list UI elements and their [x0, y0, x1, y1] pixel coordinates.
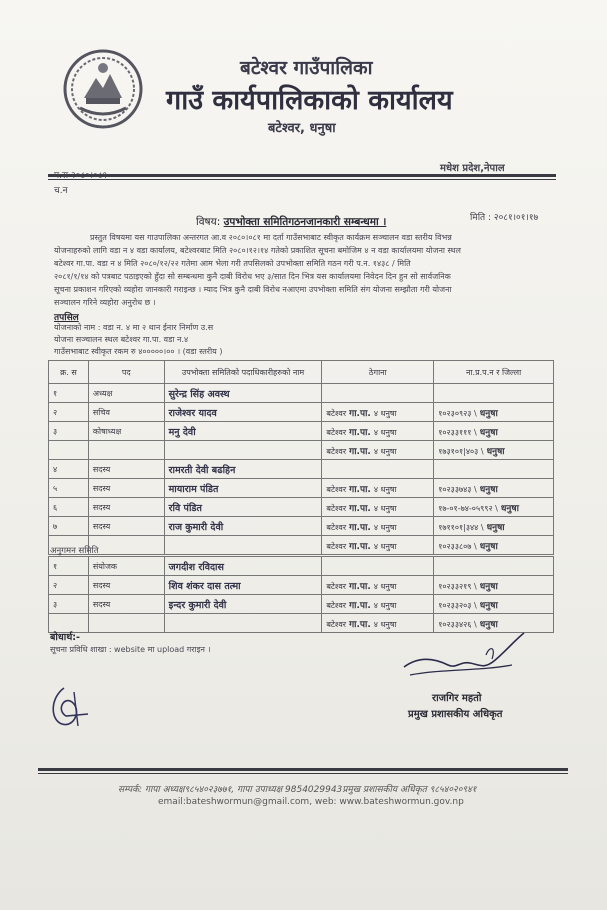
project-location: योजना सञ्चालन स्थल बटेश्वर गा.पा. वडा न.४	[54, 335, 189, 344]
address-part: बटेश्वर	[326, 600, 347, 610]
col-header-sn: क्र. स	[49, 361, 89, 384]
cell-citizenship	[434, 517, 554, 536]
cell-citizenship	[434, 498, 554, 517]
district-name: धनुषा	[479, 619, 498, 630]
cell-post: सचिव	[88, 403, 164, 422]
district-name: धनुषा	[486, 446, 505, 457]
cell-name: राज कुमारी देवी	[164, 517, 322, 536]
address-part: ४ धनुषा	[373, 541, 397, 551]
cell-address	[322, 460, 434, 479]
district-name: धनुषा	[479, 408, 498, 419]
table-row	[49, 441, 554, 460]
cell-name	[164, 614, 322, 633]
dispatch-number: च.न	[54, 186, 68, 196]
table-row	[49, 536, 554, 555]
district-name: धनुषा	[479, 484, 498, 495]
cell-name: इन्दर कुमारी देवी	[164, 595, 322, 614]
cell-address	[322, 557, 434, 576]
citizenship-number: १०२३३८०७ \	[438, 541, 477, 551]
letter-date: मिति : २०८१।०१।१७	[470, 213, 539, 223]
cell-post: अध्यक्ष	[88, 384, 164, 403]
address-part: बटेश्वर	[326, 541, 347, 551]
table-row	[49, 403, 554, 422]
address-part: ४ धनुषा	[373, 446, 397, 456]
cell-name: रामरती देवी बढहिन	[164, 460, 322, 479]
cell-citizenship	[434, 384, 554, 403]
address-part: ४ धनुषा	[373, 408, 397, 418]
cell-citizenship	[434, 536, 554, 555]
project-name: योजनाको नाम : वडा न. ४ मा २ थान ईनार निर्माण उ.स	[54, 323, 214, 332]
cell-sn: ३	[49, 422, 89, 441]
cell-name: सुरेन्द्र सिंह अवस्थ	[164, 384, 322, 403]
cell-name: मायाराम पंडित	[164, 479, 322, 498]
cell-sn: १	[49, 557, 89, 576]
cell-name: मनु देवी	[164, 422, 322, 441]
district-name: धनुषा	[479, 581, 498, 592]
table-row	[49, 595, 554, 614]
cell-sn: १	[49, 384, 89, 403]
col-header-address: ठेगाना	[322, 361, 434, 384]
table-row	[49, 517, 554, 536]
tapsil-heading: तपसिल	[54, 313, 79, 323]
ref-number: प.स २०८०।०८१	[54, 171, 108, 181]
address-part: ४ धनुषा	[373, 600, 397, 610]
cell-address	[322, 517, 434, 536]
address-part: गा.पा.	[349, 427, 371, 438]
address-part: बटेश्वर	[326, 581, 347, 591]
table-row	[49, 479, 554, 498]
cell-post: सदस्य	[88, 576, 164, 595]
citizenship-number: १०२३३२१९ \	[438, 581, 477, 591]
body-line-4: २०८१/१/१४ को पत्रबाट पठाइएको हुँदा सो सम्बन्धमा कुनै दाबी विरोध भए ३/सात दिन भित्र यस कार्यालयमा निवेदन दिन हुन सो सार्वजनिक	[54, 272, 451, 281]
citizenship-number: १०२३३२०३ \	[438, 600, 477, 610]
citizenship-number: १०२३०९२३ \	[438, 408, 477, 418]
table-row	[49, 557, 554, 576]
district-name: धनुषा	[479, 427, 498, 438]
cell-citizenship	[434, 441, 554, 460]
citizenship-number: १०२३३४२६ \	[438, 619, 477, 629]
table-row	[49, 498, 554, 517]
address-part: गा.पा.	[349, 503, 371, 514]
cell-citizenship	[434, 595, 554, 614]
address-part: गा.पा.	[349, 522, 371, 533]
cell-sn: ५	[49, 479, 89, 498]
citizenship-number: १०२३३७४३ \	[438, 484, 477, 494]
cell-post: सदस्य	[88, 498, 164, 517]
cell-citizenship	[434, 460, 554, 479]
cell-address	[322, 441, 434, 460]
cell-sn: २	[49, 576, 89, 595]
left-signature	[44, 680, 96, 738]
body-line-1: प्रस्तुत विषयमा यस गाउपालिका अन्तरगत आ.व २०८०।०८१ मा दर्ता गाउँसभाबाट स्वीकृत कार्यक्रम सञ्चालन वडा स्तरीय विभन्न	[90, 233, 452, 242]
address-part: बटेश्वर	[326, 503, 347, 513]
col-header-post: पद	[88, 361, 164, 384]
address-part: बटेश्वर	[326, 446, 347, 456]
cell-name	[164, 441, 322, 460]
address-part: ४ धनुषा	[373, 427, 397, 437]
signatory-title: प्रमुख प्रशासकीय अधिकृत	[408, 709, 503, 720]
header-rule-thin	[48, 179, 556, 180]
cell-citizenship	[434, 422, 554, 441]
nepal-emblem-logo	[62, 48, 144, 130]
col-header-citizenship: ना.प्र.प.न र जिल्ला	[434, 361, 554, 384]
body-line-6: सञ्चालन गरिने व्यहोरा अनुरोध छ ।	[54, 298, 156, 307]
footer-contacts: सम्पर्क: गापा अध्यक्ष९८५४०२३७७१, गापा उपाध्यक्ष 9854029943प्रमुख प्रशासकीय अधिकृत ९८५४०२०९४१	[118, 785, 477, 795]
address-part: गा.पा.	[349, 619, 371, 630]
cell-name: राजेश्वर यादव	[164, 403, 322, 422]
footer-rule-thin	[38, 773, 568, 774]
cell-address	[322, 384, 434, 403]
signatory-name: राजगिर महतो	[432, 693, 482, 704]
cell-name: शिव शंकर दास तत्मा	[164, 576, 322, 595]
address-part: बटेश्वर	[326, 522, 347, 532]
address-part: गा.पा.	[349, 408, 371, 419]
cell-sn	[49, 441, 89, 460]
cell-sn: ६	[49, 498, 89, 517]
cell-name: जगदीश रविदास	[164, 557, 322, 576]
officer-signature	[400, 625, 530, 689]
citizenship-number: १७३१०१|४०३ \	[438, 446, 484, 456]
address-part: बटेश्वर	[326, 427, 347, 437]
bodharth-heading: बोधार्थ:-	[50, 632, 81, 643]
table-row	[49, 460, 554, 479]
monitor-heading: अनुगमन समिति	[50, 546, 99, 556]
cell-citizenship	[434, 576, 554, 595]
cell-address	[322, 576, 434, 595]
address-part: बटेश्वर	[326, 484, 347, 494]
body-line-5: सूचना प्रकाशन गरिएको व्यहोरा जानकारी गराइन्छ । म्याद भित्र कुनै दाबी विरोध नआएमा उपभोक्ता समिति संग योजना सम्झौता गरी योजना	[54, 285, 452, 294]
district-name: धनुषा	[479, 541, 498, 552]
cell-post	[88, 441, 164, 460]
address-part: ४ धनुषा	[373, 503, 397, 513]
footer-rule	[38, 768, 568, 771]
cell-address	[322, 403, 434, 422]
district-name: धनुषा	[486, 522, 505, 533]
office-address: बटेश्वर, धनुषा	[268, 121, 336, 136]
subject-text: उपभोक्ता समितिगठनजानकारी सम्बन्धमा ।	[223, 216, 387, 228]
cell-post	[88, 536, 164, 555]
province-name: मधेश प्रदेश,नेपाल	[440, 163, 505, 174]
committee-table	[48, 360, 554, 555]
cell-post: संयोजक	[88, 557, 164, 576]
cell-post: सदस्य	[88, 460, 164, 479]
address-part: गा.पा.	[349, 446, 371, 457]
office-name: गाउँ कार्यपालिकाको कार्यालय	[166, 85, 453, 116]
address-part: गा.पा.	[349, 600, 371, 611]
cell-name	[164, 536, 322, 555]
cell-citizenship	[434, 403, 554, 422]
cell-address	[322, 422, 434, 441]
cell-address	[322, 498, 434, 517]
cell-address	[322, 479, 434, 498]
cell-sn: ३	[49, 595, 89, 614]
cell-address	[322, 536, 434, 555]
citizenship-number: १०२३३१११ \	[438, 427, 477, 437]
body-line-2: योजनाहरुको लागि वडा न ४ वडा कार्यालय, बटेश्वरबाट मिति २०८०।१२।१४ गतेको प्रकाशित सूचना बमोजिम ४ न वडा कार्यालयमा योजना स्थल	[54, 246, 461, 255]
address-part: गा.पा.	[349, 541, 371, 552]
citizenship-number: १७-०१-७४-०५९९२ \	[438, 503, 498, 513]
table-row	[49, 576, 554, 595]
address-part: ४ धनुषा	[373, 581, 397, 591]
district-name: धनुषा	[479, 600, 498, 611]
header-rule	[48, 174, 556, 177]
table-row	[49, 384, 554, 403]
cell-post	[88, 614, 164, 633]
address-part: ४ धनुषा	[373, 619, 397, 629]
municipality-name: बटेश्वर गाउँपालिका	[240, 57, 373, 79]
cell-name: रवि पंडित	[164, 498, 322, 517]
citizenship-number: १७११०१|३४४ \	[438, 522, 484, 532]
cell-post: सदस्य	[88, 595, 164, 614]
committee-table-header	[49, 361, 554, 384]
body-line-3: बटेश्वर गा.पा. वडा न ४ मिति २०८०/१२/२२ गतेमा आम भेला गरी तपसिलको उपभोक्ता समिति गठन गरी प.न. १४३८ / मिति	[54, 259, 411, 268]
col-header-name: उपभोक्ता समितिको पदाधिकारीहरुको नाम	[164, 361, 322, 384]
cell-citizenship	[434, 557, 554, 576]
subject-line	[196, 215, 386, 229]
district-name: धनुषा	[500, 503, 519, 514]
address-part: ४ धनुषा	[373, 484, 397, 494]
project-budget: गाउँसभाबाट स्वीकृत रकम रु ४०००००।०० । (वडा स्तरीय )	[54, 347, 223, 356]
footer-web: email:bateshwormun@gmail.com, web: www.bateshwormun.gov.np	[158, 797, 464, 807]
monitor-table	[48, 556, 554, 633]
cell-sn: ७	[49, 517, 89, 536]
address-part: गा.पा.	[349, 484, 371, 495]
address-part: बटेश्वर	[326, 619, 347, 629]
cell-post: सदस्य	[88, 479, 164, 498]
table-row	[49, 422, 554, 441]
address-part: ४ धनुषा	[373, 522, 397, 532]
address-part: गा.पा.	[349, 581, 371, 592]
address-part: बटेश्वर	[326, 408, 347, 418]
cell-post: कोषाध्यक्ष	[88, 422, 164, 441]
bodharth-line: सूचना प्रविधि शाखा : website मा upload गराइन ।	[50, 645, 211, 654]
cell-address	[322, 595, 434, 614]
cell-post: सदस्य	[88, 517, 164, 536]
cell-citizenship	[434, 479, 554, 498]
subject-label: विषय:	[196, 216, 221, 228]
cell-sn: २	[49, 403, 89, 422]
cell-sn: ४	[49, 460, 89, 479]
